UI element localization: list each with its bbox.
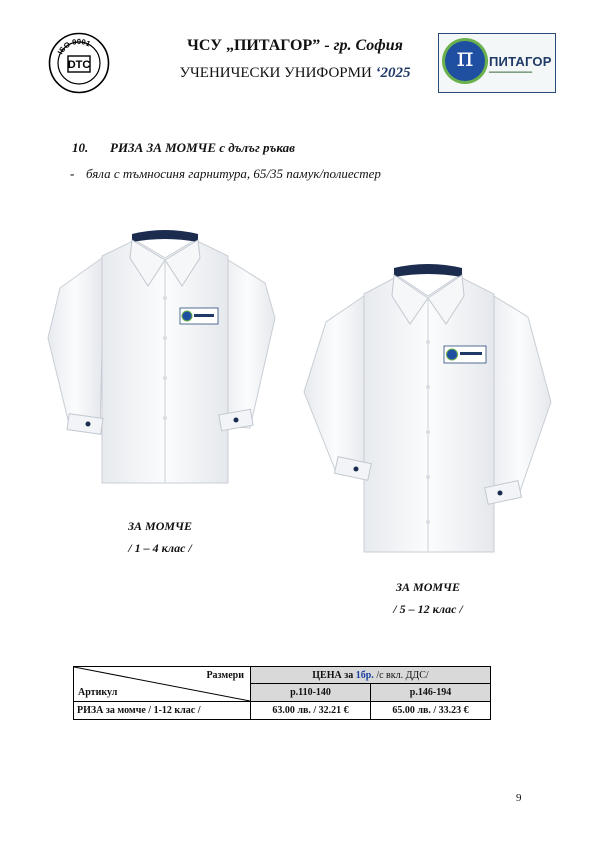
section-description [70,166,381,182]
pitagor-logo-icon [438,33,556,93]
caption-title: ЗА МОМЧЕ [395,580,461,594]
school-name-heading [150,37,440,55]
price-header-suffix: /с вкл. ДДС/ [376,669,429,681]
shirt-image-small [40,228,290,493]
section-title [72,140,295,156]
school-name: ЧСУ „ПИТАГОР” - [187,37,330,54]
price-cell: 65.00 лв. / 33.23 € [371,702,491,720]
price-header-prefix: ЦЕНА за [312,669,354,681]
size-header: р.110-140 [251,684,371,702]
caption-grades: / 5 – 12 клас / [393,602,463,616]
price-header-qty: 1бр. [355,669,374,681]
price-table [73,666,491,720]
svg-text:ISO 9001: ISO 9001 [55,36,92,56]
section-title-text: РИЗА ЗА МОМЧЕ с дълъг ръкав [110,140,295,155]
table-header-row [74,667,491,684]
product-caption-large [358,576,498,620]
price-header [251,667,491,684]
iso-9001-logo-icon [48,32,110,94]
bullet-dash: - [70,166,75,181]
table-corner-cell [74,667,251,702]
item-name: РИЗА за момче / 1-12 клас / [74,702,251,720]
description-text: бяла с тъмносиня гарнитура, 65/35 памук/полиестер [86,166,381,181]
caption-title: ЗА МОМЧЕ [127,519,193,533]
size-header: р.146-194 [371,684,491,702]
price-cell: 63.00 лв. / 32.21 € [251,702,371,720]
school-city: гр. София [333,37,403,54]
section-number: 10. [72,140,89,155]
brand-name: ПИТАГОР [489,54,552,69]
subtitle-year: ‘2025 [375,65,411,81]
subtitle-text: УЧЕНИЧЕСКИ УНИФОРМИ [179,65,372,81]
svg-text:DTC: DTC [67,59,91,71]
brand-tagline-decor: ━━━━━━━━━━━━━ [489,70,533,76]
pi-circle-icon [445,41,485,81]
shirt-image-large [296,262,561,558]
article-label: Артикул [78,687,118,698]
caption-grades: / 1 – 4 клас / [128,541,192,555]
page-number: 9 [516,792,522,804]
uniforms-subtitle [150,65,440,82]
sizes-label: Размери [206,670,244,681]
table-row [74,702,491,720]
pi-symbol: π [456,43,474,73]
product-caption-small [95,515,225,559]
